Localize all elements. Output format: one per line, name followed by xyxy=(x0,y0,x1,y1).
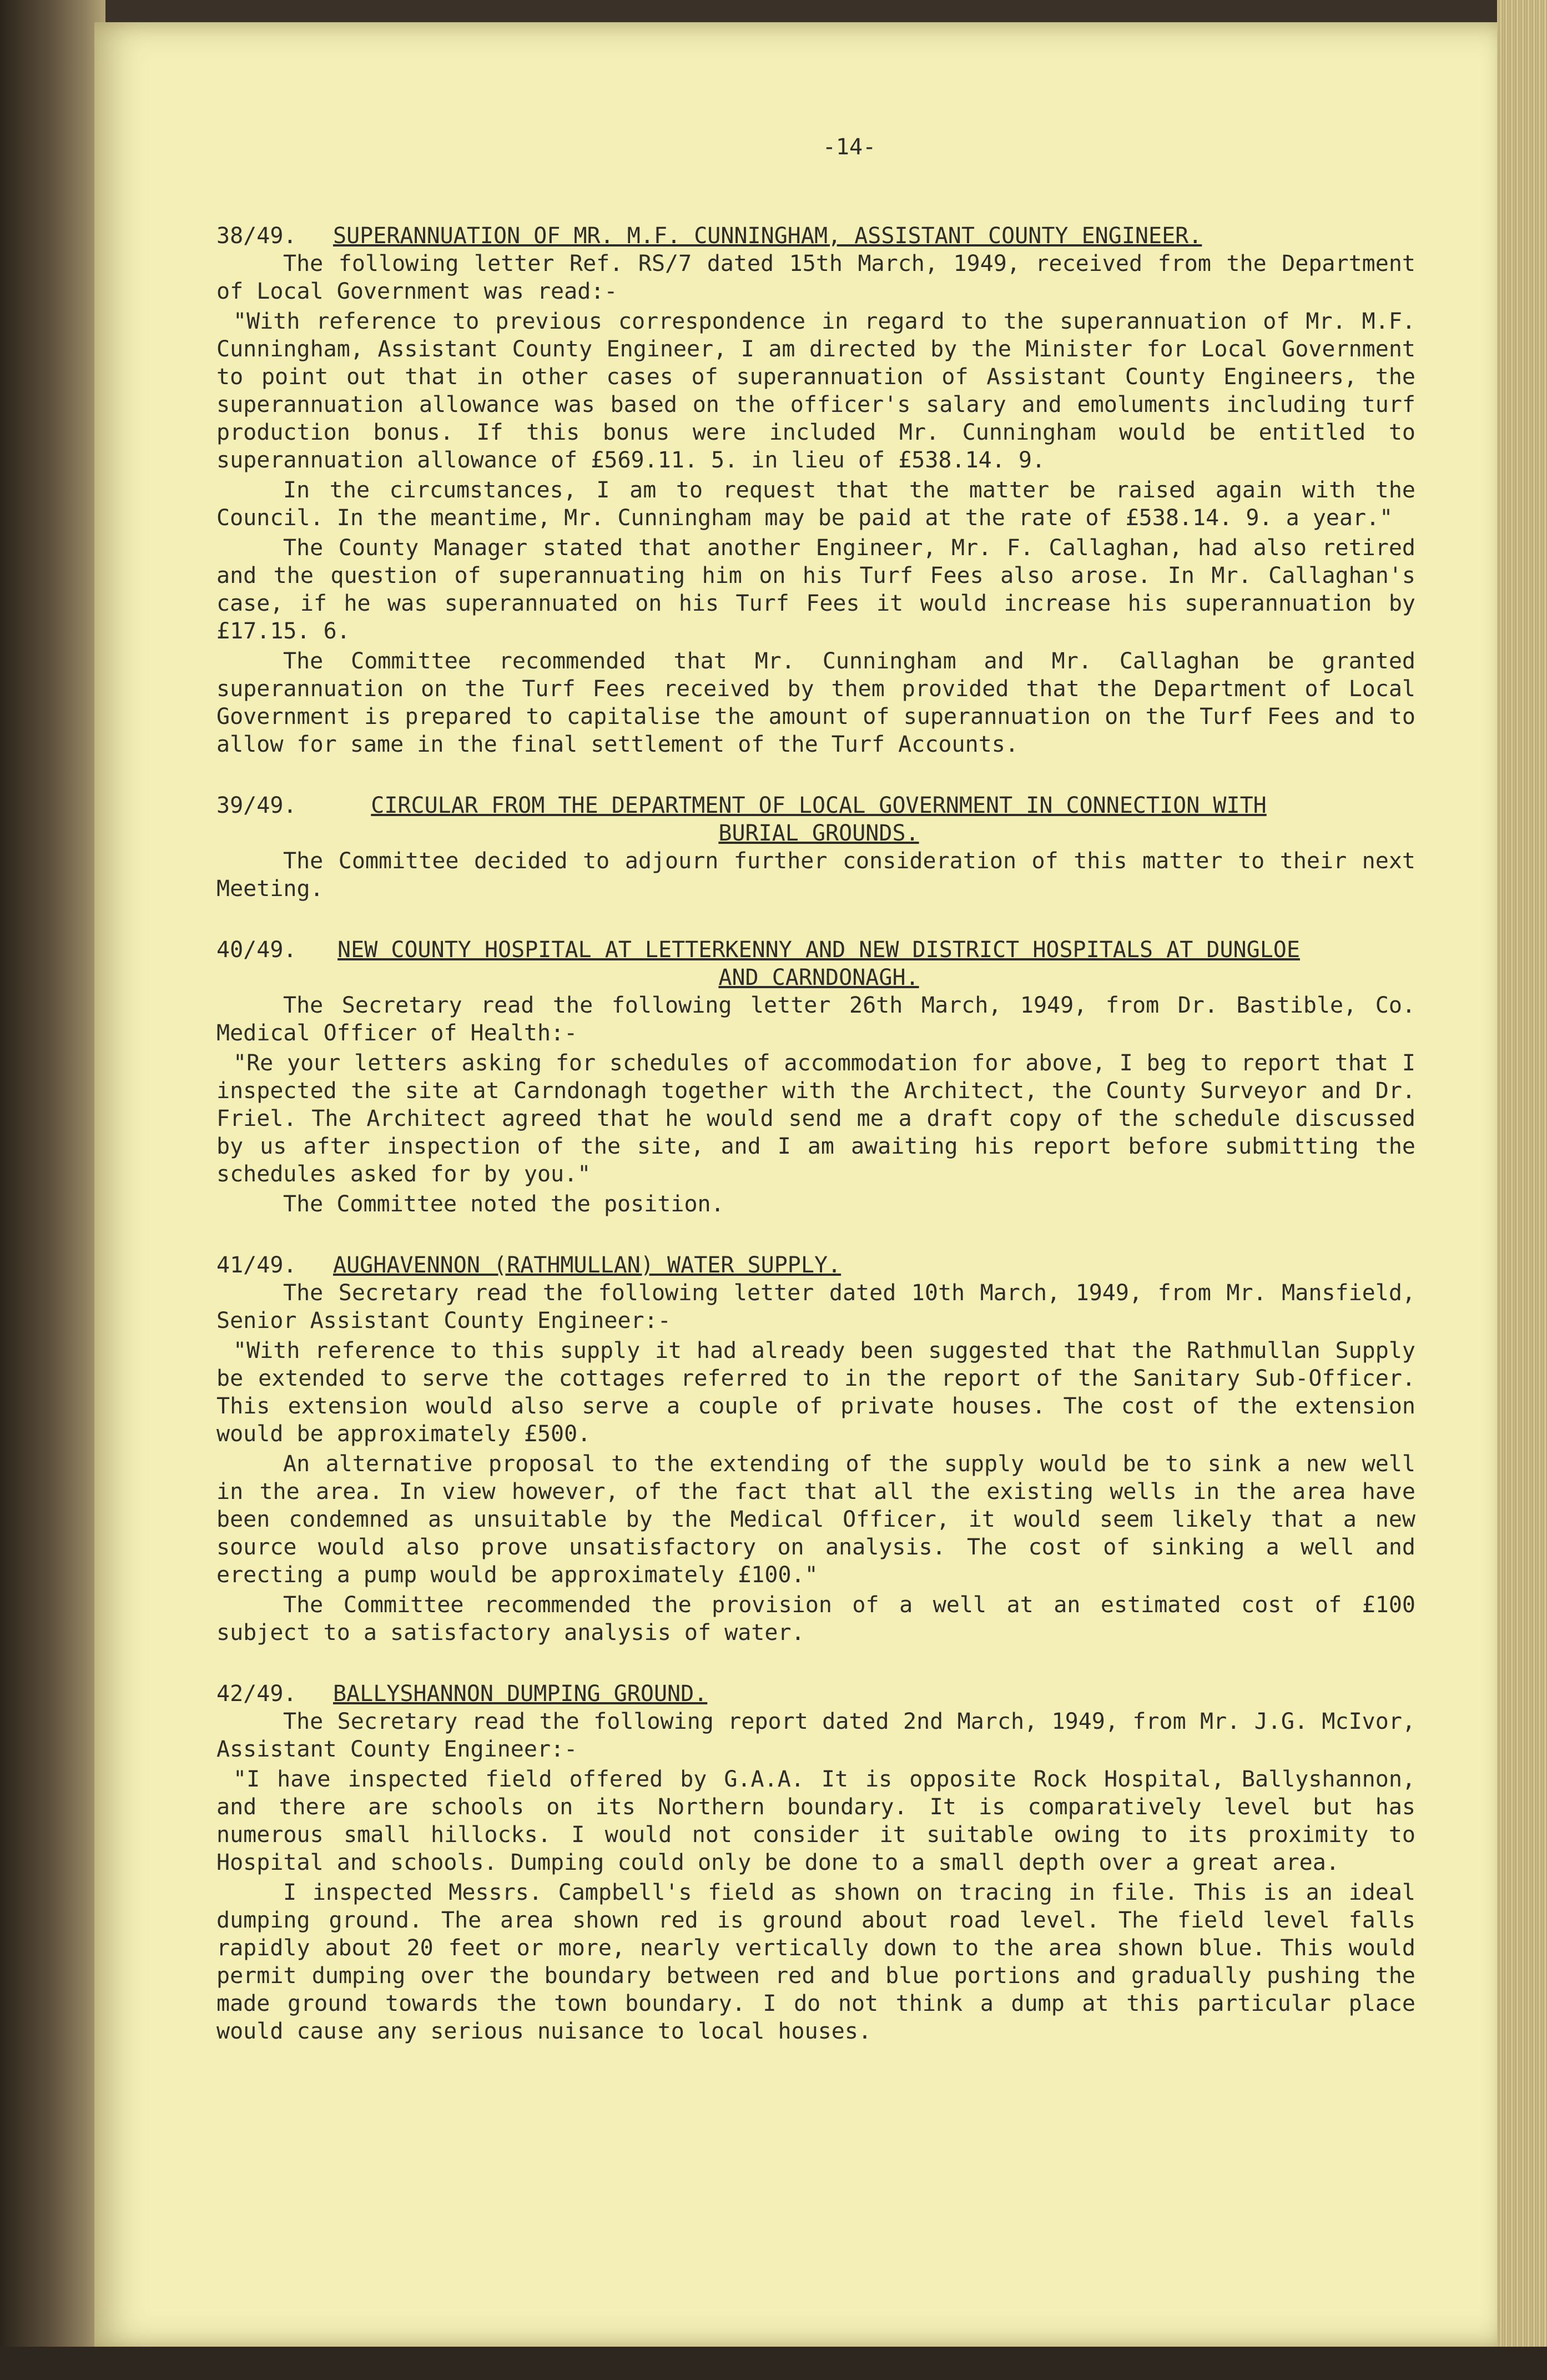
book-spine xyxy=(0,0,105,2380)
bottom-band xyxy=(0,2347,1547,2380)
minute-number: 40/49. xyxy=(216,937,297,963)
minute-number: 38/49. xyxy=(216,223,297,249)
minute-paragraph: The Secretary read the following report dated 2nd March, 1949, from Mr. J.G. McIvor, Assistant County Engineer:- xyxy=(216,1709,1415,1762)
minute-paragraph: The Secretary read the following letter 26th March, 1949, from Dr. Bastible, Co. Medical Officer of Health:- xyxy=(216,993,1415,1046)
minute-number: 39/49. xyxy=(216,793,297,818)
page-number: -14- xyxy=(822,134,876,160)
minute-title: SUPERANNUATION OF MR. M.F. CUNNINGHAM, ASSISTANT COUNTY ENGINEER. xyxy=(333,223,1202,249)
minute-title: BALLYSHANNON DUMPING GROUND. xyxy=(333,1681,708,1707)
page-edges xyxy=(1497,0,1547,2380)
minute-paragraph: The Committee recommended the provision of a well at an estimated cost of £100 subject to a satisfactory analysis of water. xyxy=(216,1592,1415,1646)
minute-paragraph: The Secretary read the following letter dated 10th March, 1949, from Mr. Mansfield, Senior Assistant County Engineer:- xyxy=(216,1280,1415,1334)
minute-paragraph: The following letter Ref. RS/7 dated 15th March, 1949, received from the Department of Local Government was read:- xyxy=(216,251,1415,304)
minute-heading xyxy=(216,222,1415,250)
minute-paragraph: "With reference to previous correspondence in regard to the superannuation of Mr. M.F. Cunningham, Assistant County Engineer, I am directed by the Minister for Local Government to point out that in other cases of superannuation of Assistant County Engineers, the superannuation allowance was based on the officer's salary and emoluments including turf production bonus. If this bonus were included Mr. Cunningham would be entitled to superannuation allowance of £569.11. 5. in lieu of £538.14. 9. xyxy=(216,309,1415,473)
minute-39 xyxy=(216,792,1415,903)
minute-heading xyxy=(216,1251,1415,1279)
minute-paragraph: The County Manager stated that another Engineer, Mr. F. Callaghan, had also retired and the question of superannuating him on his Turf Fees also arose. In Mr. Callaghan's case, if he was superannuated on his Turf Fees it would increase his superannuation by £17.15. 6. xyxy=(216,535,1415,644)
minute-paragraph: An alternative proposal to the extending of the supply would be to sink a new well in the area. In view however, of the fact that all the existing wells in the area have been condemned as unsuitable by the Medical Officer, it would seem likely that a new source would also prove unsatisfactory on analysis. The cost of sinking a well and erecting a pump would be approximately £100." xyxy=(216,1451,1415,1588)
minute-heading xyxy=(216,936,1415,992)
minute-38 xyxy=(216,222,1415,758)
minute-paragraph: The Committee noted the position. xyxy=(283,1191,724,1217)
minute-paragraph: The Committee recommended that Mr. Cunningham and Mr. Callaghan be granted superannuation on the Turf Fees received by them provided that the Department of Local Government is prepared to capitalise the amount of superannuation on the Turf Fees and to allow for same in the final settlement of the Turf Accounts. xyxy=(216,648,1415,757)
minute-title: AUGHAVENNON (RATHMULLAN) WATER SUPPLY. xyxy=(333,1252,841,1278)
minute-41 xyxy=(216,1251,1415,1647)
minute-heading xyxy=(216,1680,1415,1708)
minute-title: CIRCULAR FROM THE DEPARTMENT OF LOCAL GOVERNMENT IN CONNECTION WITH BURIAL GROUNDS. xyxy=(371,793,1267,846)
minute-paragraph: I inspected Messrs. Campbell's field as shown on tracing in file. This is an ideal dumping ground. The area shown red is ground about road level. The field level falls rapidly about 20 feet or more, nearly vertically down to the area shown blue. This would permit dumping over the boundary between red and blue portions and gradually pushing the made ground towards the town boundary. I do not think a dump at this particular place would cause any serious nuisance to local houses. xyxy=(216,1880,1415,2044)
minute-number: 42/49. xyxy=(216,1681,297,1707)
minute-paragraph: In the circumstances, I am to request that the matter be raised again with the Council. In the meantime, Mr. Cunningham may be paid at the rate of £538.14. 9. a year." xyxy=(216,477,1415,531)
minute-40 xyxy=(216,936,1415,1218)
minute-paragraph: "With reference to this supply it had already been suggested that the Rathmullan Supply be extended to serve the cottages referred to in the report of the Sanitary Sub-Officer. This extension would also serve a couple of private houses. The cost of the extension would be approximately £500. xyxy=(216,1338,1415,1447)
minute-paragraph: The Committee decided to adjourn further consideration of this matter to their next Meeting. xyxy=(216,848,1415,902)
minute-number: 41/49. xyxy=(216,1252,297,1278)
minute-paragraph: "Re your letters asking for schedules of accommodation for above, I beg to report that I inspected the site at Carndonagh together with the Architect, the County Surveyor and Dr. Friel. The Architect agreed that he would send me a draft copy of the schedule discussed by us after inspection of the site, and I am awaiting his report before submitting the schedules asked for by you." xyxy=(216,1050,1415,1187)
document-body xyxy=(216,133,1415,2079)
minute-42 xyxy=(216,1680,1415,2045)
minute-paragraph: "I have inspected field offered by G.A.A. It is opposite Rock Hospital, Ballyshannon, and there are schools on its Northern boundary. It is comparatively level but has numerous small hillocks. I would not consider it suitable owing to its proximity to Hospital and schools. Dumping could only be done to a small depth over a great area. xyxy=(216,1767,1415,1875)
minute-title: NEW COUNTY HOSPITAL AT LETTERKENNY AND NEW DISTRICT HOSPITALS AT DUNGLOE AND CARNDONAGH. xyxy=(337,937,1300,990)
minute-heading xyxy=(216,792,1415,847)
